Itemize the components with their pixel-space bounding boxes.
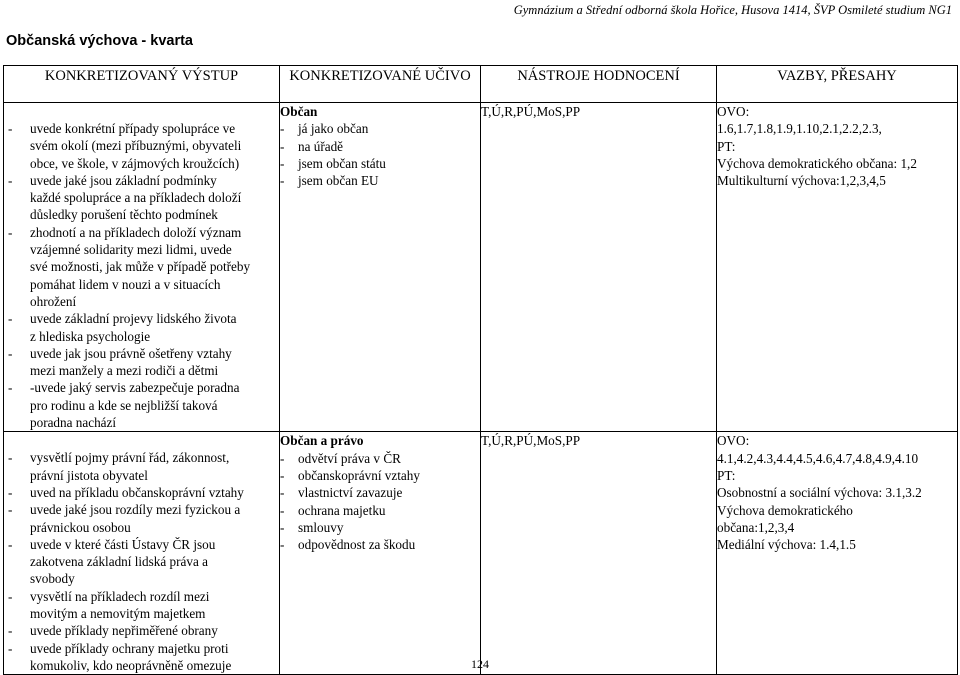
output-text: z hlediska psychologie bbox=[30, 328, 151, 344]
output-line bbox=[4, 397, 279, 414]
output-line bbox=[4, 362, 279, 379]
dash-bullet: - bbox=[280, 121, 285, 137]
output-text: právnickou osobou bbox=[30, 519, 131, 535]
output-line bbox=[4, 293, 279, 310]
content-text: já jako občan bbox=[298, 121, 369, 137]
output-line bbox=[4, 467, 279, 484]
column-header-links: VAZBY, PŘESAHY bbox=[717, 66, 958, 103]
table-row bbox=[4, 432, 958, 675]
output-text: uved na příkladu občanskoprávní vztahy bbox=[30, 484, 244, 500]
output-line bbox=[4, 519, 279, 536]
content-item bbox=[280, 519, 480, 536]
output-text: vysvětlí pojmy právní řád, zákonnost, bbox=[30, 450, 230, 466]
output-line bbox=[4, 640, 279, 657]
link-line: Mediální výchova: 1.4,1.5 bbox=[717, 537, 856, 553]
output-text: uvede v které části Ústavy ČR jsou bbox=[30, 536, 216, 552]
link-line: Výchova demokratického občana: 1,2 bbox=[717, 155, 917, 171]
output-line bbox=[4, 172, 279, 189]
dash-bullet: - bbox=[8, 588, 13, 604]
dash-bullet: - bbox=[280, 450, 285, 466]
content-item bbox=[280, 484, 480, 501]
content-text: občanskoprávní vztahy bbox=[298, 467, 420, 483]
dash-bullet: - bbox=[280, 537, 285, 553]
output-line bbox=[4, 241, 279, 258]
content-text: na úřadě bbox=[298, 138, 344, 154]
output-line bbox=[4, 484, 279, 501]
column-header-content: KONKRETIZOVANÉ UČIVO bbox=[280, 66, 481, 103]
link-line: 1.6,1.7,1.8,1.9,1.10,2.1,2.2,2.3, bbox=[717, 121, 882, 137]
content-item bbox=[280, 155, 480, 172]
link-line: 4.1,4.2,4.3,4.4,4.5,4.6,4.7,4.8,4.9,4.10 bbox=[717, 450, 919, 466]
content-text: ochrana majetku bbox=[298, 502, 386, 518]
link-line: občana:1,2,3,4 bbox=[717, 519, 795, 535]
table-row bbox=[4, 103, 958, 432]
tools-cell bbox=[481, 103, 717, 432]
output-text: uvede základní projevy lidského života bbox=[30, 311, 237, 327]
dash-bullet: - bbox=[280, 519, 285, 535]
links-cell bbox=[717, 432, 958, 675]
dash-bullet: - bbox=[280, 155, 285, 171]
topic-title: Občan a právo bbox=[280, 433, 364, 449]
link-line: OVO: bbox=[717, 433, 750, 449]
output-text: uvede příklady nepřiměřené obrany bbox=[30, 623, 218, 639]
output-text: zhodnotí a na příkladech doloží význam bbox=[30, 224, 242, 240]
output-text: uvede příklady ochrany majetku proti bbox=[30, 640, 229, 656]
output-line bbox=[4, 189, 279, 206]
output-line bbox=[4, 120, 279, 137]
output-line bbox=[4, 553, 279, 570]
output-text: mezi manžely a mezi rodiči a dětmi bbox=[30, 363, 219, 379]
output-text: movitým a nemovitým majetkem bbox=[30, 606, 206, 622]
dash-bullet: - bbox=[8, 380, 13, 396]
output-text: komukoliv, kdo neoprávněně omezuje bbox=[30, 657, 232, 673]
output-line bbox=[4, 224, 279, 241]
content-item bbox=[280, 502, 480, 519]
column-header-tools: NÁSTROJE HODNOCENÍ bbox=[481, 66, 717, 103]
output-text: pro rodinu a kde se nejbližší taková bbox=[30, 397, 218, 413]
output-line bbox=[4, 345, 279, 362]
output-line bbox=[4, 379, 279, 396]
output-text: pomáhat lidem v nouzi a v situacích bbox=[30, 276, 221, 292]
assessment-tools: T,Ú,R,PÚ,MoS,PP bbox=[481, 433, 581, 449]
output-text: vysvětlí na příkladech rozdíl mezi bbox=[30, 588, 210, 604]
dash-bullet: - bbox=[8, 121, 13, 136]
page-number: 124 bbox=[471, 657, 489, 671]
dash-bullet: - bbox=[280, 502, 285, 518]
content-text: jsem občan EU bbox=[298, 173, 379, 189]
output-line bbox=[4, 536, 279, 553]
output-text: uvede jaké jsou rozdíly mezi fyzickou a bbox=[30, 502, 241, 518]
dash-bullet: - bbox=[280, 138, 285, 154]
outputs-cell bbox=[4, 432, 280, 675]
content-text: smlouvy bbox=[298, 519, 344, 535]
output-text: uvede konkrétní případy spolupráce ve bbox=[30, 121, 236, 136]
dash-bullet: - bbox=[8, 502, 13, 518]
output-text: poradna nachází bbox=[30, 415, 117, 431]
content-item bbox=[280, 536, 480, 553]
link-line: PT: bbox=[717, 138, 736, 154]
assessment-tools: T,Ú,R,PÚ,MoS,PP bbox=[481, 104, 581, 119]
output-line bbox=[4, 155, 279, 172]
output-line bbox=[4, 258, 279, 275]
output-text: své možnosti, jak může v případě potřeby bbox=[30, 259, 251, 275]
content-item bbox=[280, 172, 480, 189]
dash-bullet: - bbox=[8, 224, 13, 240]
dash-bullet: - bbox=[8, 450, 13, 466]
output-line bbox=[4, 414, 279, 431]
link-line: Multikulturní výchova:1,2,3,4,5 bbox=[717, 173, 886, 189]
output-text: obce, ve škole, v zájmových kroužcích) bbox=[30, 155, 240, 171]
link-line: Výchova demokratického bbox=[717, 502, 853, 518]
dash-bullet: - bbox=[8, 311, 13, 327]
content-text: jsem občan státu bbox=[298, 155, 386, 171]
link-line: OVO: bbox=[717, 104, 750, 119]
content-cell bbox=[280, 103, 481, 432]
content-cell bbox=[280, 432, 481, 675]
link-line: PT: bbox=[717, 467, 736, 483]
output-line bbox=[4, 310, 279, 327]
dash-bullet: - bbox=[8, 345, 13, 361]
content-text: odpovědnost za škodu bbox=[298, 537, 416, 553]
dash-bullet: - bbox=[8, 172, 13, 188]
content-item bbox=[280, 138, 480, 155]
output-text: každé spolupráce a na příkladech doloží bbox=[30, 190, 242, 206]
dash-bullet: - bbox=[8, 640, 13, 656]
dash-bullet: - bbox=[8, 536, 13, 552]
output-text: uvede jaké jsou základní podmínky bbox=[30, 172, 217, 188]
content-item bbox=[280, 120, 480, 137]
tools-cell bbox=[481, 432, 717, 675]
content-text: odvětví práva v ČR bbox=[298, 450, 401, 466]
dash-bullet: - bbox=[280, 467, 285, 483]
topic-title: Občan bbox=[280, 104, 318, 119]
output-text: právní jistota obyvatel bbox=[30, 467, 148, 483]
output-line bbox=[4, 622, 279, 639]
output-line bbox=[4, 328, 279, 345]
output-line bbox=[4, 605, 279, 622]
dash-bullet: - bbox=[8, 623, 13, 639]
dash-bullet: - bbox=[280, 485, 285, 501]
output-text: vzájemné solidarity mezi lidmi, uvede bbox=[30, 242, 232, 258]
content-item bbox=[280, 467, 480, 484]
link-line: Osobnostní a sociální výchova: 3.1,3.2 bbox=[717, 485, 922, 501]
output-line bbox=[4, 276, 279, 293]
output-text: svém okolí (mezi příbuznými, obyvateli bbox=[30, 138, 242, 154]
output-text: -uvede jaký servis zabezpečuje poradna bbox=[30, 380, 240, 396]
outputs-cell bbox=[4, 103, 280, 432]
output-line bbox=[4, 449, 279, 466]
output-text: ohrožení bbox=[30, 293, 77, 309]
output-text: uvede jak jsou právně ošetřeny vztahy bbox=[30, 345, 232, 361]
content-item bbox=[280, 450, 480, 467]
content-text: vlastnictví zavazuje bbox=[298, 485, 403, 501]
output-line bbox=[4, 137, 279, 154]
page-header: Gymnázium a Střední odborná škola Hořice, Husova 1414, ŠVP Osmileté studium NG1 bbox=[513, 3, 952, 17]
links-cell bbox=[717, 103, 958, 432]
output-line bbox=[4, 206, 279, 223]
table-header-row bbox=[4, 66, 958, 103]
output-line bbox=[4, 501, 279, 518]
column-header-outputs: KONKRETIZOVANÝ VÝSTUP bbox=[4, 66, 280, 103]
document-title: Občanská výchova - kvarta bbox=[6, 33, 193, 49]
dash-bullet: - bbox=[8, 484, 13, 500]
dash-bullet: - bbox=[280, 173, 285, 189]
output-line bbox=[4, 588, 279, 605]
curriculum-table bbox=[3, 65, 958, 675]
output-text: svobody bbox=[30, 571, 75, 587]
output-text: zakotvena základní lidská práva a bbox=[30, 554, 208, 570]
output-line bbox=[4, 570, 279, 587]
output-text: důsledky porušení těchto podmínek bbox=[30, 207, 218, 223]
